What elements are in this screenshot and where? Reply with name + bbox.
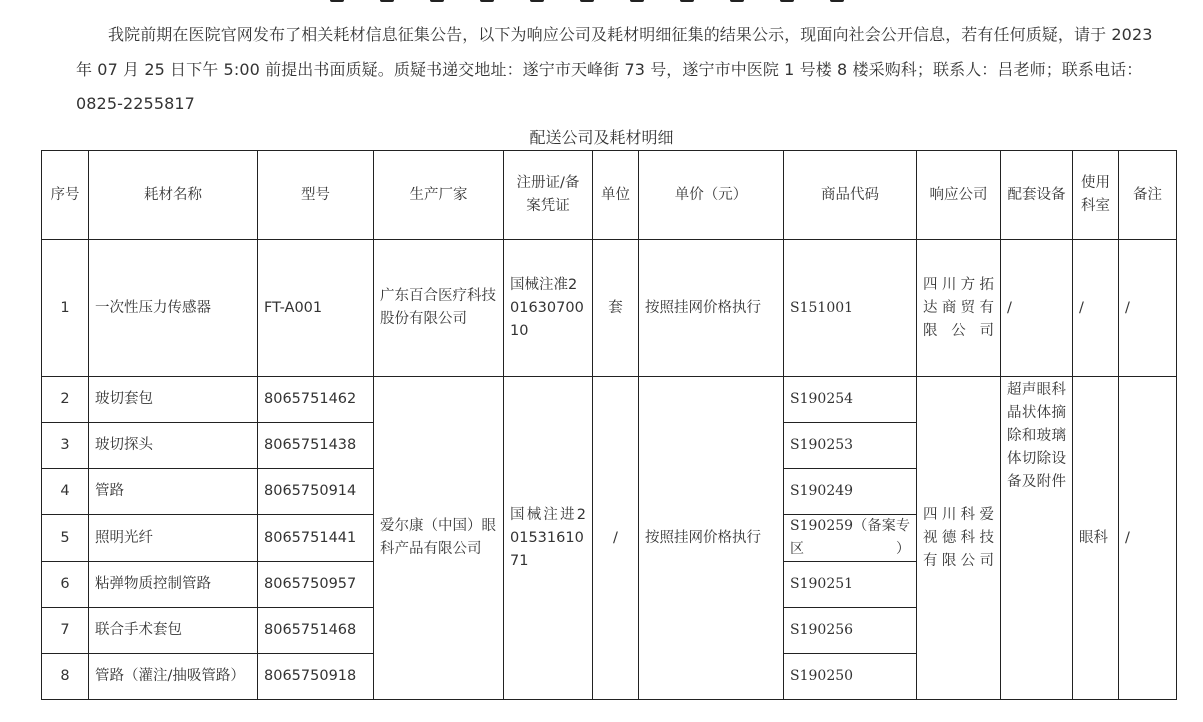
- group2-registration: 国械注进20153161071: [504, 377, 593, 700]
- row8-name: 管路（灌注/抽吸管路）: [89, 654, 258, 700]
- row1-registration: 国械注准20163070010: [504, 240, 593, 377]
- row2-code: S190254: [784, 377, 917, 423]
- group2-company: 四川科爱视德科技有限公司: [917, 377, 1001, 700]
- row7-index: 7: [42, 608, 89, 654]
- header-manufacturer: 生产厂家: [374, 151, 504, 240]
- row4-model: 8065750914: [258, 469, 374, 515]
- group2-remark: /: [1119, 377, 1177, 700]
- row3-code: S190253: [784, 423, 917, 469]
- row1-price: 按照挂网价格执行: [639, 240, 784, 377]
- row1-remark: /: [1119, 240, 1177, 377]
- row8-code: S190250: [784, 654, 917, 700]
- row4-code: S190249: [784, 469, 917, 515]
- header-name: 耗材名称: [89, 151, 258, 240]
- row1-manufacturer: 广东百合医疗科技股份有限公司: [374, 240, 504, 377]
- row6-code: S190251: [784, 562, 917, 608]
- row5-model: 8065751441: [258, 515, 374, 562]
- header-model: 型号: [258, 151, 374, 240]
- row1-name: 一次性压力传感器: [89, 240, 258, 377]
- header-registration: 注册证/备案凭证: [504, 151, 593, 240]
- group2-price: 按照挂网价格执行: [639, 377, 784, 700]
- group2-equipment: 超声眼科晶状体摘除和玻璃体切除设备及附件: [1001, 377, 1073, 700]
- row7-code: S190256: [784, 608, 917, 654]
- header-code: 商品代码: [784, 151, 917, 240]
- row4-name: 管路: [89, 469, 258, 515]
- group2-department: 眼科: [1073, 377, 1119, 700]
- header-unit: 单位: [593, 151, 639, 240]
- row3-index: 3: [42, 423, 89, 469]
- row5-name: 照明光纤: [89, 515, 258, 562]
- row1-model: FT-A001: [258, 240, 374, 377]
- announcement-intro: [76, 18, 1156, 122]
- header-equipment: 配套设备: [1001, 151, 1073, 240]
- row3-model: 8065751438: [258, 423, 374, 469]
- header-price: 单价（元）: [639, 151, 784, 240]
- header-remark: 备注: [1119, 151, 1177, 240]
- row2-model: 8065751462: [258, 377, 374, 423]
- row8-index: 8: [42, 654, 89, 700]
- row6-name: 粘弹物质控制管路: [89, 562, 258, 608]
- row2-index: 2: [42, 377, 89, 423]
- row3-name: 玻切探头: [89, 423, 258, 469]
- row6-model: 8065750957: [258, 562, 374, 608]
- row1-equipment: /: [1001, 240, 1073, 377]
- row7-model: 8065751468: [258, 608, 374, 654]
- table-row: [42, 377, 1177, 423]
- row1-unit: 套: [593, 240, 639, 377]
- row5-index: 5: [42, 515, 89, 562]
- header-company: 响应公司: [917, 151, 1001, 240]
- row7-name: 联合手术套包: [89, 608, 258, 654]
- consumables-table: [41, 150, 1177, 700]
- group2-unit: /: [593, 377, 639, 700]
- row6-index: 6: [42, 562, 89, 608]
- row8-model: 8065750918: [258, 654, 374, 700]
- row4-index: 4: [42, 469, 89, 515]
- intro-paragraph: 我院前期在医院官网发布了相关耗材信息征集公告，以下为响应公司及耗材明细征集的结果公示，现面向社会公开信息，若有任何质疑，请于 2023 年 07 月 25 日下午 5:00 前提出书面质疑。质疑书递交地址：遂宁市天峰街 73 号，遂宁市中医院 1 号楼 8 楼采购科；联系人：吕老师；联系电话：0825-2255817: [76, 25, 1153, 113]
- group2-manufacturer: 爱尔康（中国）眼科产品有限公司: [374, 377, 504, 700]
- row1-code: S151001: [784, 240, 917, 377]
- row1-index: 1: [42, 240, 89, 377]
- header-department: 使用科室: [1073, 151, 1119, 240]
- row1-department: /: [1073, 240, 1119, 377]
- cropped-heading-remnant: [0, 0, 1203, 4]
- header-index: 序号: [42, 151, 89, 240]
- table-row: [42, 240, 1177, 377]
- row5-code: S190259（备案专区）: [784, 515, 917, 562]
- row2-name: 玻切套包: [89, 377, 258, 423]
- table-header-row: [42, 151, 1177, 240]
- row1-company: 四川方拓达商贸有限公司: [917, 240, 1001, 377]
- table-title: 配送公司及耗材明细: [529, 128, 674, 147]
